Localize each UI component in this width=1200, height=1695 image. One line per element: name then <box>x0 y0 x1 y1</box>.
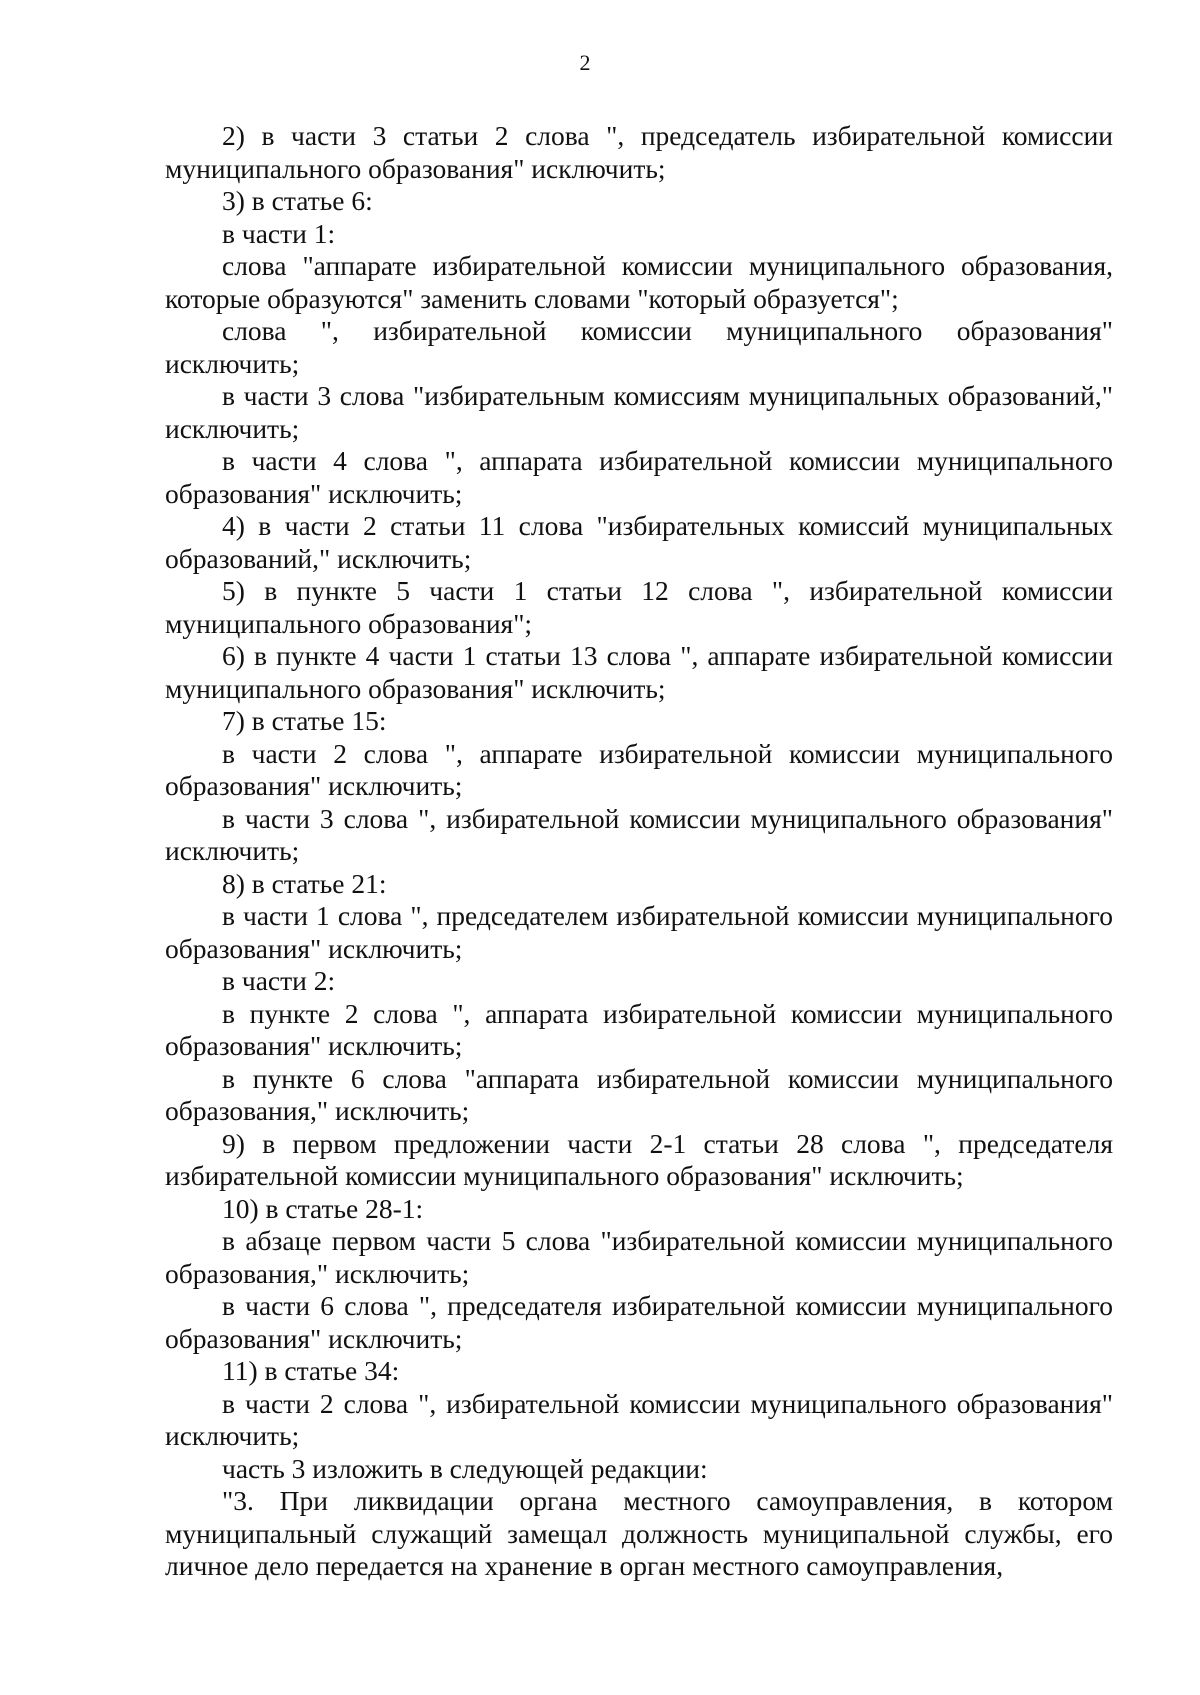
paragraph: слова ", избирательной комиссии муниципального образования" исключить; <box>165 315 1113 379</box>
paragraph: 9) в первом предложении части 2-1 статьи 28 слова ", председателя избирательной комиссии муниципального образования" исключить; <box>165 1127 1113 1191</box>
paragraph: 8) в статье 21: <box>222 867 387 899</box>
paragraph: 5) в пункте 5 части 1 статьи 12 слова ", избирательной комиссии муниципального образования"; <box>165 575 1113 639</box>
paragraph: 10) в статье 28-1: <box>222 1192 424 1224</box>
paragraph: в части 1: <box>222 217 336 249</box>
paragraph: в части 2 слова ", избирательной комиссии муниципального образования" исключить; <box>165 1387 1113 1451</box>
page-number: 2 <box>579 50 591 75</box>
paragraph: 7) в статье 15: <box>222 705 387 736</box>
paragraph: в части 3 слова "избирательным комиссиям муниципальных образований," исключить; <box>165 380 1113 444</box>
paragraph: 2) в части 3 статьи 2 слова ", председатель избирательной комиссии муниципального образования" исключить; <box>165 120 1113 184</box>
paragraph: в части 4 слова ", аппарата избирательной комиссии муниципального образования" исключить; <box>165 445 1113 509</box>
paragraph: в части 2: <box>222 965 336 996</box>
paragraph: 6) в пункте 4 части 1 статьи 13 слова ", аппарате избирательной комиссии муниципального образования" исключить; <box>165 640 1113 704</box>
paragraph: 11) в статье 34: <box>222 1355 400 1386</box>
paragraph: в части 2 слова ", аппарате избирательной комиссии муниципального образования" исключить; <box>165 737 1113 801</box>
paragraph: "3. При ликвидации органа местного самоуправления, в котором муниципальный служащий замещал должность муниципальной службы, его личное дело передается на хранение в орган местного самоуправления, <box>165 1485 1113 1581</box>
paragraph: 3) в статье 6: <box>222 185 373 216</box>
paragraph: в абзаце первом части 5 слова "избирательной комиссии муниципального образования," исключить; <box>165 1225 1113 1289</box>
paragraph: 4) в части 2 статьи 11 слова "избирательных комиссий муниципальных образований," исключить; <box>165 510 1113 574</box>
paragraph: в части 3 слова ", избирательной комиссии муниципального образования" исключить; <box>165 802 1113 866</box>
paragraph: в пункте 2 слова ", аппарата избирательной комиссии муниципального образования" исключить; <box>165 997 1113 1061</box>
paragraph: часть 3 изложить в следующей редакции: <box>222 1452 708 1484</box>
paragraph: в части 1 слова ", председателем избирательной комиссии муниципального образования" исключить; <box>165 900 1113 964</box>
paragraph: в пункте 6 слова "аппарата избирательной комиссии муниципального образования," исключить; <box>165 1062 1113 1126</box>
document-body <box>165 120 1113 1583</box>
paragraph: в части 6 слова ", председателя избирательной комиссии муниципального образования" исключить; <box>165 1290 1113 1354</box>
paragraph: слова "аппарате избирательной комиссии муниципального образования, которые образуются" заменить словами "который образуется"; <box>165 250 1113 314</box>
